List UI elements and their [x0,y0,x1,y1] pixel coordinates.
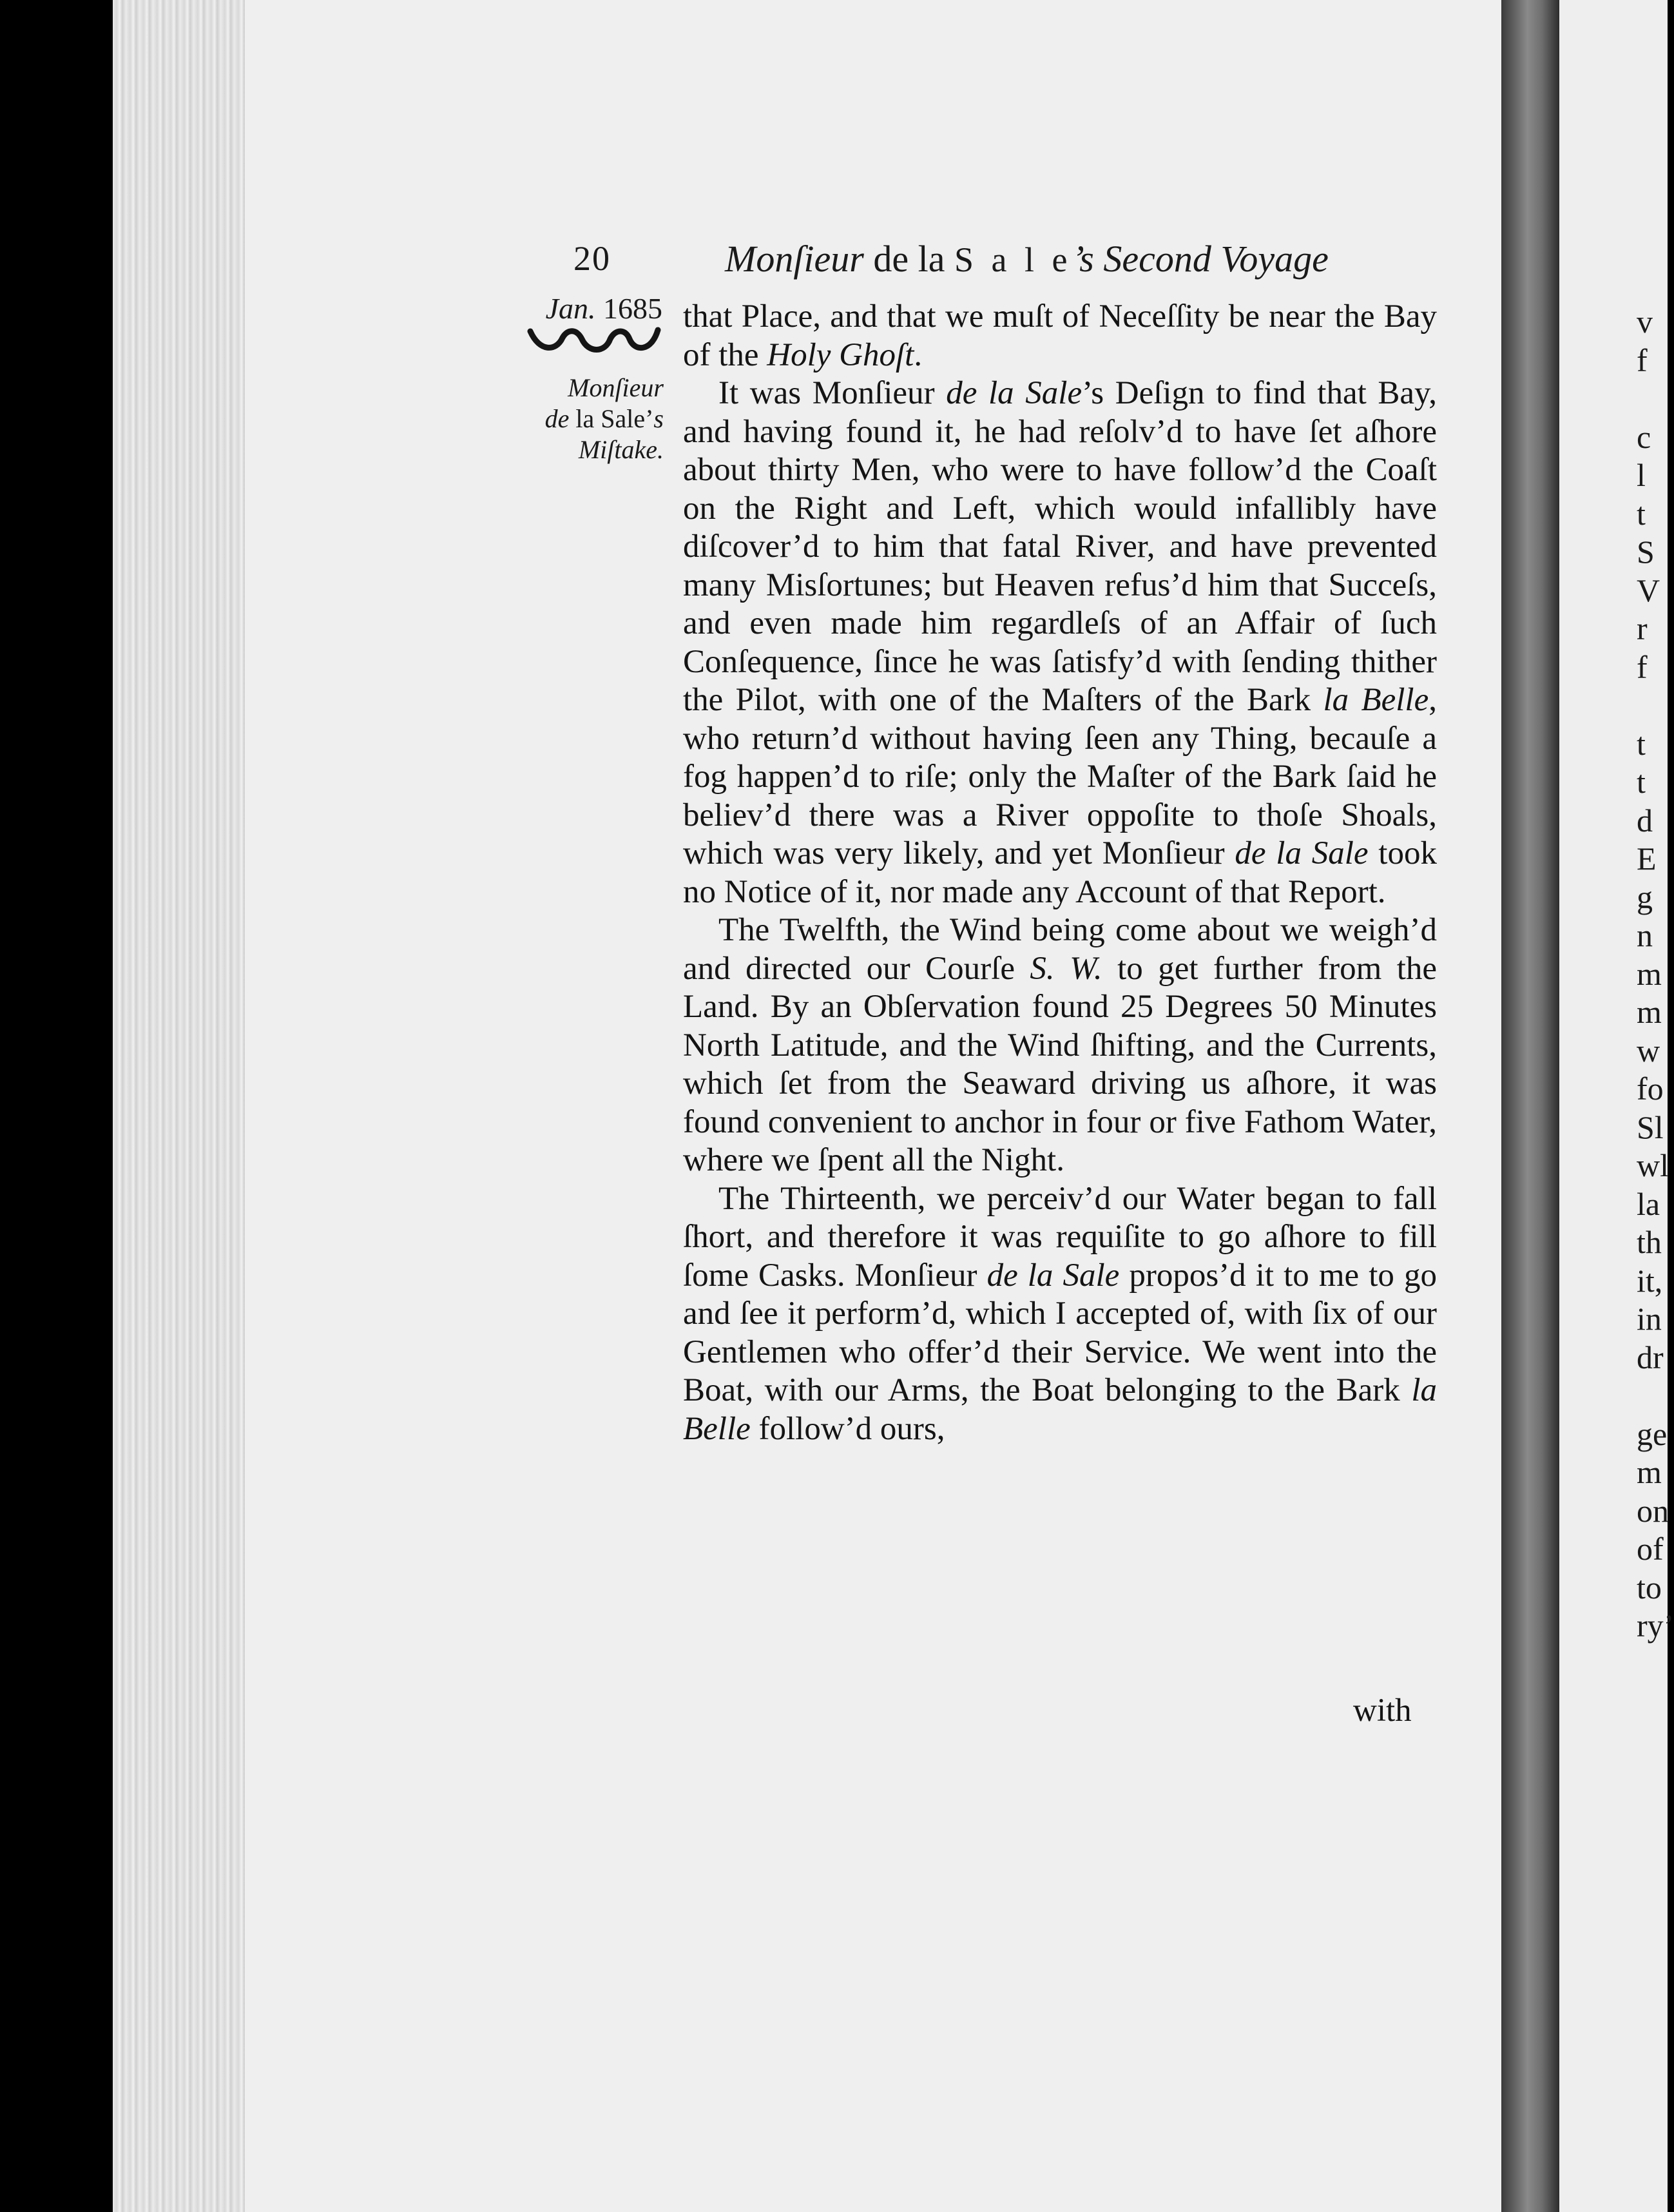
text-run: , who return’d without having ſeen any Thing, becauſe a fog happen’d to riſe; only the Maſter of the Bark ſaid he believ’d there was a River oppoſite to thoſe Shoals, which was very likely, and yet Monſieur [683,682,1437,871]
text-run: to get further from the Land. By an Obſervation found 25 Degrees 50 Minutes North Latitude, and the Wind ſhifting, and the Currents, which ſet from the Seaward driving us aſhore, it was found convenient to anchor in four or five Fathom Water, where we ſpent all the Night. [683,950,1438,1178]
text-run: propos’d it to me to go and ſee it perform’d, which I accepted of, with ſix of our Gentlemen who offer’d their Service. We went into the Boat, with our Arms, the Boat belonging to the Bark [683,1257,1437,1408]
text-run: ’s Deſign to find that Bay, and having found it, he had reſolv’d to have ſet aſhore about thirty Men, who were to have follow’d the Coaſt on the Right and Left, which would infallibly have diſcover’d to him that fatal River, and have prevented many Misſortunes; but Heaven refus’d him that Succeſs, and even made him regardleſs of an Affair of ſuch Conſequence, ſince he was ſatisfy’d with ſending thither the Pilot, with one of the Maſters of the Bark [683,375,1437,718]
paragraph [683,374,1437,911]
facing-page-line: v [1637,304,1653,340]
facing-page-line: t [1637,764,1646,800]
text-run: de la Sale [946,375,1082,411]
facing-page-line: to [1637,1569,1662,1606]
catchword: with [1353,1693,1412,1729]
body-text [683,298,1437,1448]
book-gutter [1501,0,1559,2212]
running-head-part: ’s [1072,238,1094,280]
running-head-part: de la [863,238,954,280]
facing-page-line: wl [1637,1147,1669,1183]
facing-page-line: w [1637,1032,1660,1069]
facing-page-line: r [1637,610,1648,646]
facing-page-line: dr [1637,1339,1664,1375]
facing-page-line: n [1637,917,1653,953]
facing-page-line [1637,380,1668,418]
running-head-part: S a l e [954,240,1072,279]
text-run: Holy Ghoſt [767,336,914,373]
text-run: de la Sale [986,1257,1120,1294]
facing-page-line: m [1637,994,1662,1030]
text-run: The Thirteenth, we perceiv’d our Water began to fall ſhort, and therefore it was requiſite to go aſhore to fill ſome Casks. Monſieur [683,1180,1437,1294]
facing-page-line: th [1637,1224,1662,1260]
running-head [725,237,1398,280]
facing-page-line: f [1637,342,1648,378]
margin-date [534,291,662,325]
facing-page-line: la [1637,1185,1660,1222]
margin-note [515,373,664,465]
facing-page-line: t [1637,725,1646,762]
paragraph [683,911,1437,1180]
facing-page-line: it, [1637,1262,1663,1299]
facing-page-line: S [1637,534,1655,570]
margin-note-part: s [653,404,664,433]
facing-page-line: ge [1637,1415,1668,1452]
margin-note-line: Monſieur [568,373,664,402]
text-run: It was Monſieur [718,375,947,411]
running-head-part: Monſieur [725,238,864,280]
flourish-ornament [525,324,664,360]
facing-page-line: c [1637,418,1651,455]
page-number: 20 [573,239,611,278]
text-run: took no Notice of it, nor made any Account of that Report. [683,835,1437,910]
paragraph [683,1180,1437,1449]
text-run: follow’d ours, [750,1410,945,1447]
facing-page-line [1637,686,1668,725]
facing-page-line: Sl [1637,1109,1664,1145]
facing-page-line: V [1637,572,1660,608]
facing-page-line: ry’ [1637,1607,1674,1644]
paragraph [683,298,1437,374]
margin-date-year: 1685 [595,292,662,325]
margin-note-part: la Sale’ [569,404,654,433]
facing-page-line: m [1637,1454,1662,1490]
facing-page-line: in [1637,1301,1662,1337]
facing-page-line: m [1637,955,1662,992]
facing-page-line: g [1637,878,1653,915]
text-run: de la Sale [1235,835,1369,871]
facing-page-line: d [1637,802,1653,839]
text-run: . [914,336,923,373]
facing-page-line: E [1637,840,1657,877]
facing-page-line: f [1637,648,1648,685]
page-fore-edge [113,0,261,2212]
text-run: that Place, and that we muſt of Neceſſity be near the Bay of the [683,298,1437,373]
text-run: la Belle [683,1372,1437,1447]
facing-page-line: fo [1637,1071,1664,1107]
facing-page-line: l [1637,457,1646,493]
facing-page-line [1637,1377,1668,1415]
running-head-part: Second Voyage [1093,238,1329,280]
facing-page-line: of [1637,1531,1664,1567]
text-run: The Twelfth, the Wind being come about we weigh’d and directed our Courſe [683,912,1437,987]
margin-date-month: Jan. [545,292,596,325]
margin-note-line [515,403,664,434]
text-run: la Belle [1323,682,1429,718]
facing-page-line: t [1637,495,1646,532]
margin-note-line: Miſtake. [578,435,664,464]
text-run: S. W. [1030,950,1102,987]
facing-page-text [1637,303,1674,1645]
margin-note-part: de [544,404,570,433]
facing-page-line: on [1637,1492,1669,1529]
